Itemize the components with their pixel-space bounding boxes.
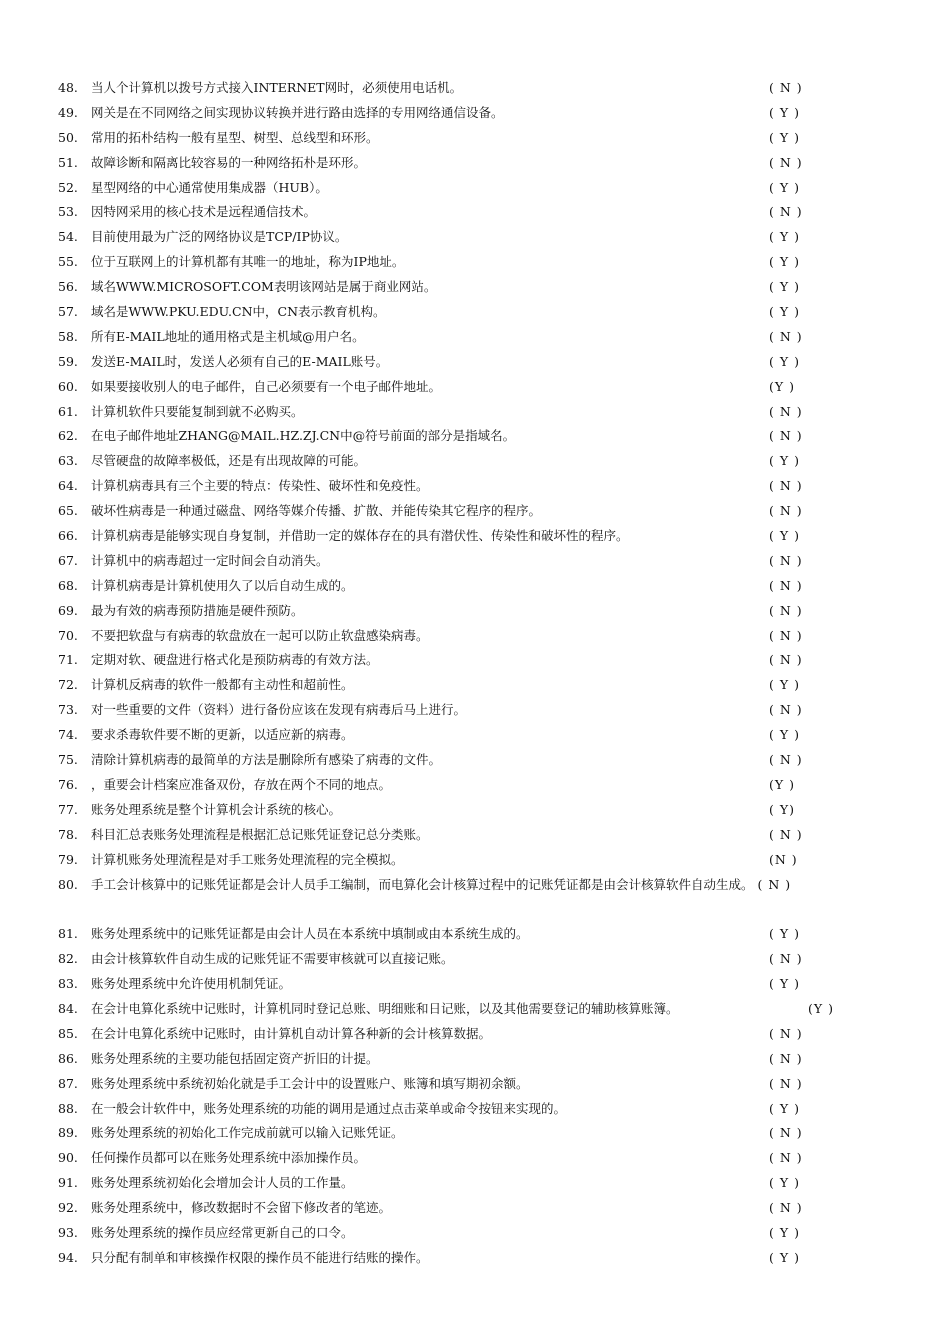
- question-answer: ( N ): [769, 552, 803, 568]
- question-text: 账务处理系统是整个计算机会计系统的核心。: [91, 801, 342, 817]
- question-row: [58, 350, 908, 375]
- question-answer: ( Y ): [769, 179, 800, 195]
- question-row: [58, 798, 908, 823]
- question-text: 清除计算机病毒的最简单的方法是删除所有感染了病毒的文件。: [91, 752, 442, 768]
- question-number: 84.: [58, 1000, 78, 1016]
- question-number: 66.: [58, 528, 78, 544]
- question-text: ，重要会计档案应准备双份，存放在两个不同的地点。: [91, 776, 392, 792]
- question-text: 发送E-MAIL时，发送人必须有自己的E-MAIL账号。: [91, 353, 389, 369]
- question-answer: ( Y ): [769, 353, 800, 369]
- question-text: 定期对软、硬盘进行格式化是预防病毒的有效方法。: [91, 652, 379, 668]
- question-row: [58, 375, 908, 400]
- question-number: 77.: [58, 801, 78, 817]
- question-text: 网关是在不同网络之间实现协议转换并进行路由选择的专用网络通信设备。: [91, 104, 504, 120]
- question-answer: ( N ): [769, 503, 803, 519]
- question-text: 在会计电算化系统中记账时，由计算机自动计算各种新的会计核算数据。: [91, 1025, 492, 1041]
- question-number: 48.: [58, 80, 78, 95]
- question-text: 对一些重要的文件（资料）进行备份应该在发现有病毒后马上进行。: [91, 702, 467, 718]
- question-answer: ( Y ): [769, 1224, 800, 1240]
- question-answer: ( N ): [769, 154, 803, 170]
- question-row: [58, 1047, 908, 1072]
- question-text: 账务处理系统的主要功能包括固定资产折旧的计提。: [91, 1050, 379, 1066]
- question-answer: (Y ): [769, 776, 795, 792]
- question-number: 50.: [58, 129, 78, 145]
- question-row: [58, 1246, 908, 1271]
- question-answer: ( N ): [769, 1075, 803, 1091]
- question-number: 57.: [58, 304, 78, 320]
- question-number: 72.: [58, 677, 78, 693]
- question-text: 域名WWW.MICROSOFT.COM表明该网站是属于商业网站。: [91, 279, 437, 295]
- question-number: 65.: [58, 503, 78, 519]
- question-row: [58, 1022, 908, 1047]
- question-text: 计算机中的病毒超过一定时间会自动消失。: [91, 552, 329, 568]
- question-text: 在一般会计软件中，账务处理系统的功能的调用是通过点击菜单或命令按钮来实现的。: [91, 1100, 567, 1116]
- question-row: [58, 499, 908, 524]
- question-text: 科目汇总表账务处理流程是根据汇总记账凭证登记总分类账。: [91, 826, 429, 842]
- question-row: [58, 1171, 908, 1196]
- question-text: 计算机账务处理流程是对手工账务处理流程的完全模拟。: [91, 851, 404, 867]
- question-number: 92.: [58, 1200, 78, 1216]
- question-answer: (N ): [769, 851, 798, 867]
- question-number: 88.: [58, 1100, 78, 1116]
- question-answer: ( N ): [757, 876, 792, 892]
- question-number: 54.: [58, 229, 78, 245]
- question-text: 账务处理系统中允许使用机制凭证。: [91, 976, 292, 992]
- question-number: 63.: [58, 453, 78, 469]
- question-answer: ( N ): [769, 826, 803, 842]
- question-number: 59.: [58, 353, 78, 369]
- question-text: 计算机软件只要能复制到就不必购买。: [91, 403, 304, 419]
- question-text: 由会计核算软件自动生成的记账凭证不需要审核就可以直接记账。: [91, 951, 454, 967]
- question-number: 75.: [58, 752, 78, 768]
- question-row: [58, 225, 908, 250]
- question-answer: ( N ): [769, 951, 803, 967]
- question-row: [58, 1146, 908, 1171]
- question-text: 位于互联网上的计算机都有其唯一的地址，称为IP地址。: [91, 254, 405, 270]
- question-answer: ( Y ): [769, 727, 800, 743]
- question-row: [58, 151, 908, 176]
- question-row: [58, 449, 908, 474]
- question-text: 破坏性病毒是一种通过磁盘、网络等媒介传播、扩散、并能传染其它程序的程序。: [91, 503, 542, 519]
- question-number: 71.: [58, 652, 78, 668]
- question-answer: ( Y ): [769, 229, 800, 245]
- question-answer: ( Y ): [769, 1100, 800, 1116]
- question-row: [58, 723, 908, 748]
- question-number: 89.: [58, 1125, 78, 1141]
- question-number: 73.: [58, 702, 78, 718]
- question-row: [58, 1121, 908, 1146]
- question-text: 最为有效的病毒预防措施是硬件预防。: [91, 602, 304, 618]
- question-row: [58, 624, 908, 649]
- question-row: [58, 748, 908, 773]
- question-row: [58, 524, 908, 549]
- question-answer: ( Y ): [769, 453, 800, 469]
- question-text: 要求杀毒软件要不断的更新，以适应新的病毒。: [91, 727, 354, 743]
- question-text: 计算机病毒是计算机使用久了以后自动生成的。: [91, 577, 354, 593]
- question-text: 当人个计算机以拨号方式接入INTERNET网时，必须使用电话机。: [91, 80, 463, 95]
- question-text: 常用的拓朴结构一般有星型、树型、总线型和环形。: [91, 129, 379, 145]
- question-number: 93.: [58, 1224, 78, 1240]
- question-answer: ( N ): [769, 702, 803, 718]
- question-answer: ( Y ): [769, 926, 800, 942]
- question-text: 任何操作员都可以在账务处理系统中添加操作员。: [91, 1150, 367, 1166]
- question-number: 56.: [58, 279, 78, 295]
- question-text: 计算机反病毒的软件一般都有主动性和超前性。: [91, 677, 354, 693]
- question-row: [58, 972, 908, 997]
- question-answer: ( N ): [769, 652, 803, 668]
- question-text: 账务处理系统中的记账凭证都是由会计人员在本系统中填制或由本系统生成的。: [91, 926, 529, 942]
- question-text: 账务处理系统初始化会增加会计人员的工作量。: [91, 1175, 354, 1191]
- question-number: 86.: [58, 1050, 78, 1066]
- question-row: [58, 599, 908, 624]
- question-number: 70.: [58, 627, 78, 643]
- question-answer: ( Y ): [769, 254, 800, 270]
- question-row: [58, 474, 908, 499]
- question-number: 61.: [58, 403, 78, 419]
- question-row: [58, 424, 908, 449]
- question-row: [58, 76, 908, 101]
- question-number: 49.: [58, 104, 78, 120]
- question-answer: ( N ): [769, 80, 803, 95]
- question-number: 94.: [58, 1249, 78, 1265]
- question-answer: ( Y ): [769, 528, 800, 544]
- question-answer: ( N ): [769, 328, 803, 344]
- question-number: 74.: [58, 727, 78, 743]
- question-number: 60.: [58, 378, 78, 394]
- question-answer: ( Y ): [769, 279, 800, 295]
- question-row: [58, 574, 908, 599]
- question-answer: ( N ): [769, 602, 803, 618]
- question-number: 87.: [58, 1075, 78, 1091]
- question-text: 不要把软盘与有病毒的软盘放在一起可以防止软盘感染病毒。: [91, 627, 429, 643]
- question-number: 55.: [58, 254, 78, 270]
- question-text: 账务处理系统的操作员应经常更新自己的口令。: [91, 1224, 354, 1240]
- question-row: [58, 1221, 908, 1246]
- question-number: 85.: [58, 1025, 78, 1041]
- question-answer: ( N ): [769, 1150, 803, 1166]
- question-number: 79.: [58, 851, 78, 867]
- question-text: 计算机病毒是能够实现自身复制，并借助一定的媒体存在的具有潜伏性、传染性和破坏性的程序。: [91, 528, 629, 544]
- question-answer: ( Y ): [769, 129, 800, 145]
- question-number: 76.: [58, 776, 78, 792]
- question-row: [58, 126, 908, 151]
- question-row: [58, 922, 908, 947]
- question-row: [58, 325, 908, 350]
- question-number: 83.: [58, 976, 78, 992]
- question-row: [58, 673, 908, 698]
- question-row: [58, 101, 908, 126]
- question-answer: ( N ): [769, 1025, 803, 1041]
- question-answer: ( N ): [769, 627, 803, 643]
- question-text: 域名是WWW.PKU.EDU.CN中，CN表示教育机构。: [91, 304, 386, 320]
- question-answer: ( N ): [769, 1050, 803, 1066]
- question-answer: ( N ): [769, 204, 803, 220]
- question-text-block: [91, 873, 881, 898]
- question-text: 账务处理系统中系统初始化就是手工会计中的设置账户、账簿和填写期初余额。: [91, 1075, 529, 1091]
- question-text: 尽管硬盘的故障率极低，还是有出现故障的可能。: [91, 453, 367, 469]
- question-row: [58, 1196, 908, 1221]
- question-answer: ( N ): [769, 577, 803, 593]
- question-answer: ( N ): [769, 1200, 803, 1216]
- question-row: [58, 698, 908, 723]
- question-answer: ( N ): [769, 428, 803, 444]
- question-number: 78.: [58, 826, 78, 842]
- question-number: 82.: [58, 951, 78, 967]
- question-row: [58, 1072, 908, 1097]
- question-row: [58, 250, 908, 275]
- question-row: [58, 549, 908, 574]
- question-row: [58, 947, 908, 972]
- question-number: 53.: [58, 204, 78, 220]
- question-row: [58, 873, 908, 923]
- question-text: 只分配有制单和审核操作权限的操作员不能进行结账的操作。: [91, 1249, 429, 1265]
- question-text: 手工会计核算中的记账凭证都是会计人员手工编制，而电算化会计核算过程中的记账凭证都是由会计核算软件自动生成。: [91, 876, 754, 892]
- question-answer: (Y ): [808, 1000, 834, 1016]
- question-number: 64.: [58, 478, 78, 494]
- question-row: [58, 997, 908, 1022]
- question-number: 51.: [58, 154, 78, 170]
- question-text: 计算机病毒具有三个主要的特点：传染性、破坏性和免疫性。: [91, 478, 429, 494]
- question-answer: ( Y ): [769, 104, 800, 120]
- question-text: 星型网络的中心通常使用集成器（HUB）。: [91, 179, 328, 195]
- question-number: 81.: [58, 926, 78, 942]
- question-number: 67.: [58, 552, 78, 568]
- question-number: 62.: [58, 428, 78, 444]
- question-row: [58, 200, 908, 225]
- question-answer: ( N ): [769, 403, 803, 419]
- question-answer: ( Y ): [769, 976, 800, 992]
- question-number: 52.: [58, 179, 78, 195]
- question-number: 91.: [58, 1175, 78, 1191]
- question-answer: ( N ): [769, 1125, 803, 1141]
- question-text: 因特网采用的核心技术是远程通信技术。: [91, 204, 317, 220]
- question-list: [58, 76, 908, 1271]
- question-row: [58, 275, 908, 300]
- question-answer: (Y ): [769, 378, 795, 394]
- question-row: [58, 400, 908, 425]
- question-row: [58, 773, 908, 798]
- question-number: 90.: [58, 1150, 78, 1166]
- question-number: 58.: [58, 328, 78, 344]
- question-answer: ( Y ): [769, 677, 800, 693]
- question-answer: ( N ): [769, 752, 803, 768]
- question-text: 目前使用最为广泛的网络协议是TCP/IP协议。: [91, 229, 348, 245]
- question-number: 68.: [58, 577, 78, 593]
- question-answer: ( Y ): [769, 1249, 800, 1265]
- question-row: [58, 823, 908, 848]
- question-row: [58, 176, 908, 201]
- question-row: [58, 300, 908, 325]
- question-text: 如果要接收别人的电子邮件，自己必须要有一个电子邮件地址。: [91, 378, 442, 394]
- question-answer: ( N ): [769, 478, 803, 494]
- question-text: 账务处理系统的初始化工作完成前就可以输入记账凭证。: [91, 1125, 404, 1141]
- question-number: 80.: [58, 876, 78, 892]
- question-row: [58, 848, 908, 873]
- question-answer: ( Y ): [769, 304, 800, 320]
- question-answer: ( Y ): [769, 1175, 800, 1191]
- question-row: [58, 1097, 908, 1122]
- question-row: [58, 648, 908, 673]
- question-number: 69.: [58, 602, 78, 618]
- question-text: 故障诊断和隔离比较容易的一种网络拓朴是环形。: [91, 154, 367, 170]
- question-text: 在电子邮件地址ZHANG@MAIL.HZ.ZJ.CN中@符号前面的部分是指域名。: [91, 428, 516, 444]
- question-text: 账务处理系统中，修改数据时不会留下修改者的笔迹。: [91, 1200, 392, 1216]
- question-text: 所有E-MAIL地址的通用格式是主机域@用户名。: [91, 328, 365, 344]
- question-answer: ( Y): [769, 801, 795, 817]
- question-text: 在会计电算化系统中记账时，计算机同时登记总账、明细账和日记账，以及其他需要登记的辅助核算账簿。: [91, 1000, 679, 1016]
